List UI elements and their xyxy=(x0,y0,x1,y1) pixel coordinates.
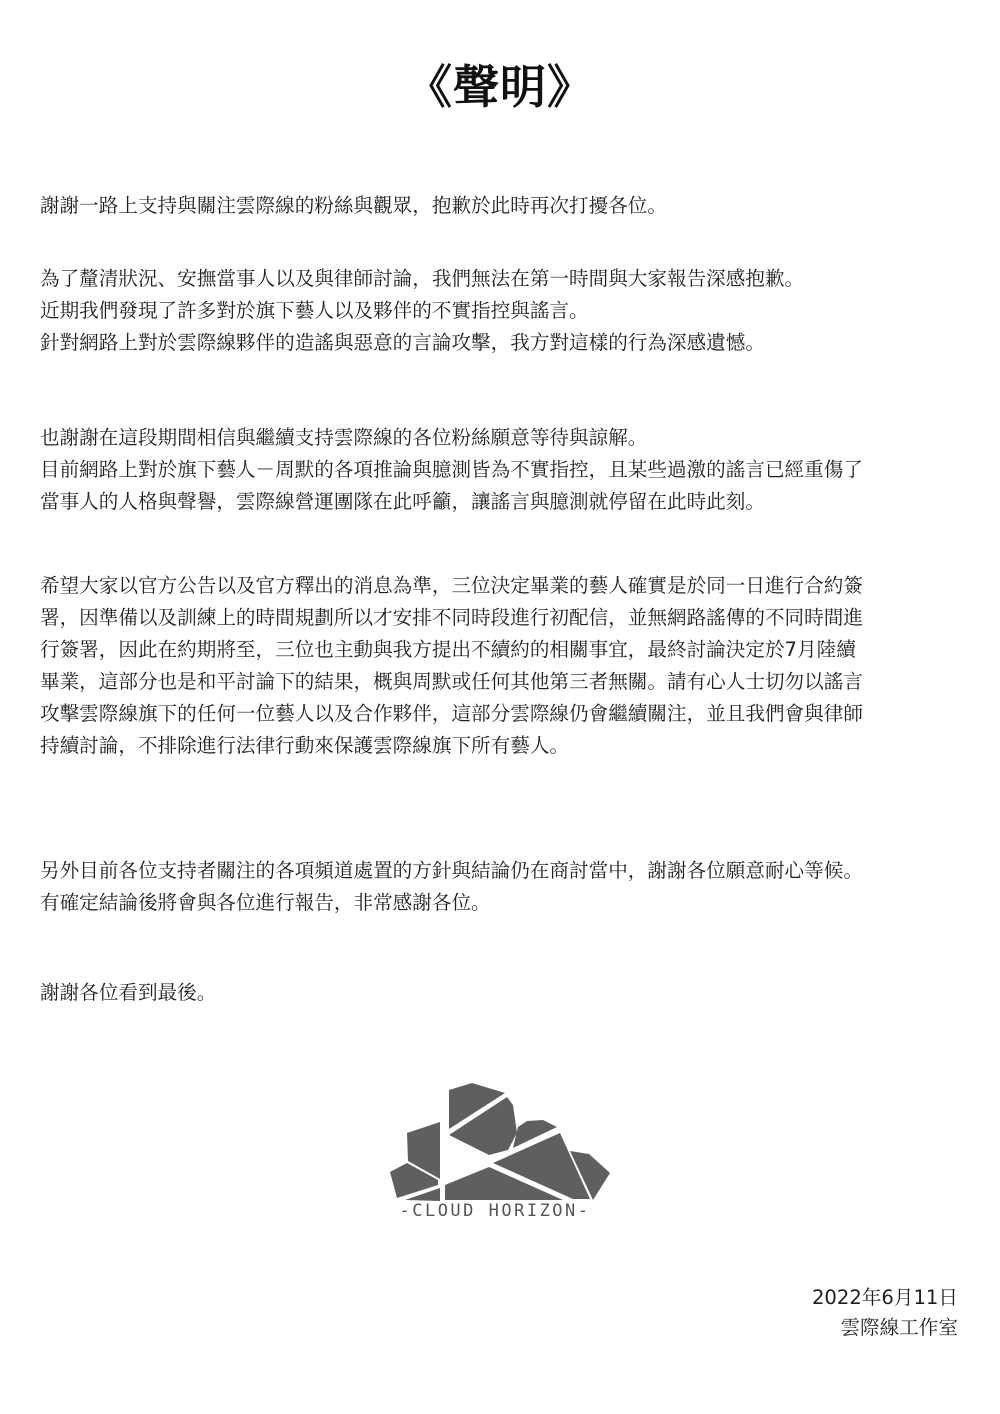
logo-wordmark: -CLOUD HORIZON- xyxy=(399,1201,591,1221)
paragraph-line: 另外目前各位支持者關注的各項頻道處置的方針與結論仍在商討當中，謝謝各位願意耐心等候。 xyxy=(40,859,863,882)
paragraph-line: 近期我們發現了許多對於旗下藝人以及夥伴的不實指控與謠言。 xyxy=(40,299,589,322)
paragraph-graduation-details xyxy=(40,570,965,762)
paragraph-line: 署，因準備以及訓練上的時間規劃所以才安排不同時段進行初配信，並無網路謠傳的不同時間進 xyxy=(40,606,863,629)
paragraph-line: 為了釐清狀況、安撫當事人以及與律師討論，我們無法在第一時間與大家報告深感抱歉。 xyxy=(40,267,805,290)
paragraph-line: 畢業，這部分也是和平討論下的結果，概與周默或任何其他第三者無關。請有心人士切勿以謠言 xyxy=(40,670,863,693)
signature-date: 2022年6月11日 xyxy=(811,1286,958,1309)
document-title: 《聲明》 xyxy=(406,60,594,114)
paragraph-line: 持續討論，不排除進行法律行動來保護雲際線旗下所有藝人。 xyxy=(40,734,570,757)
paragraph-line: 攻擊雲際線旗下的任何一位藝人以及合作夥伴，這部分雲際線仍會繼續關注，並且我們會與律師 xyxy=(40,702,863,725)
paragraph-line: 有確定結論後將會與各位進行報告，非常感謝各位。 xyxy=(40,891,491,914)
paragraph-appeal xyxy=(40,422,965,518)
paragraph-closing xyxy=(40,977,965,1009)
paragraph-line: 謝謝一路上支持與關注雲際線的粉絲與觀眾，抱歉於此時再次打擾各位。 xyxy=(40,194,667,217)
paragraph-thanks xyxy=(40,190,965,222)
paragraph-line: 也謝謝在這段期間相信與繼續支持雲際線的各位粉絲願意等待與諒解。 xyxy=(40,426,648,449)
paragraph-clarification xyxy=(40,263,965,359)
signature-organization: 雲際線工作室 xyxy=(840,1316,958,1339)
paragraph-channel-policy xyxy=(40,855,965,919)
paragraph-line: 目前網路上對於旗下藝人－周默的各項推論與臆測皆為不實指控，且某些過激的謠言已經重傷了 xyxy=(40,458,863,481)
paragraph-line: 針對網路上對於雲際線夥伴的造謠與惡意的言論攻擊，我方對這樣的行為深感遺憾。 xyxy=(40,331,765,354)
signature-block xyxy=(812,1283,958,1343)
paragraph-line: 當事人的人格與聲譽，雲際線營運團隊在此呼籲，讓謠言與臆測就停留在此時此刻。 xyxy=(40,490,765,513)
paragraph-line: 行簽署，因此在約期將至，三位也主動與我方提出不續約的相關事宜，最終討論決定於7月陸續 xyxy=(40,638,856,661)
paragraph-line: 希望大家以官方公告以及官方釋出的消息為準，三位決定畢業的藝人確實是於同一日進行合約簽 xyxy=(40,574,863,597)
paragraph-line: 謝謝各位看到最後。 xyxy=(40,981,217,1004)
